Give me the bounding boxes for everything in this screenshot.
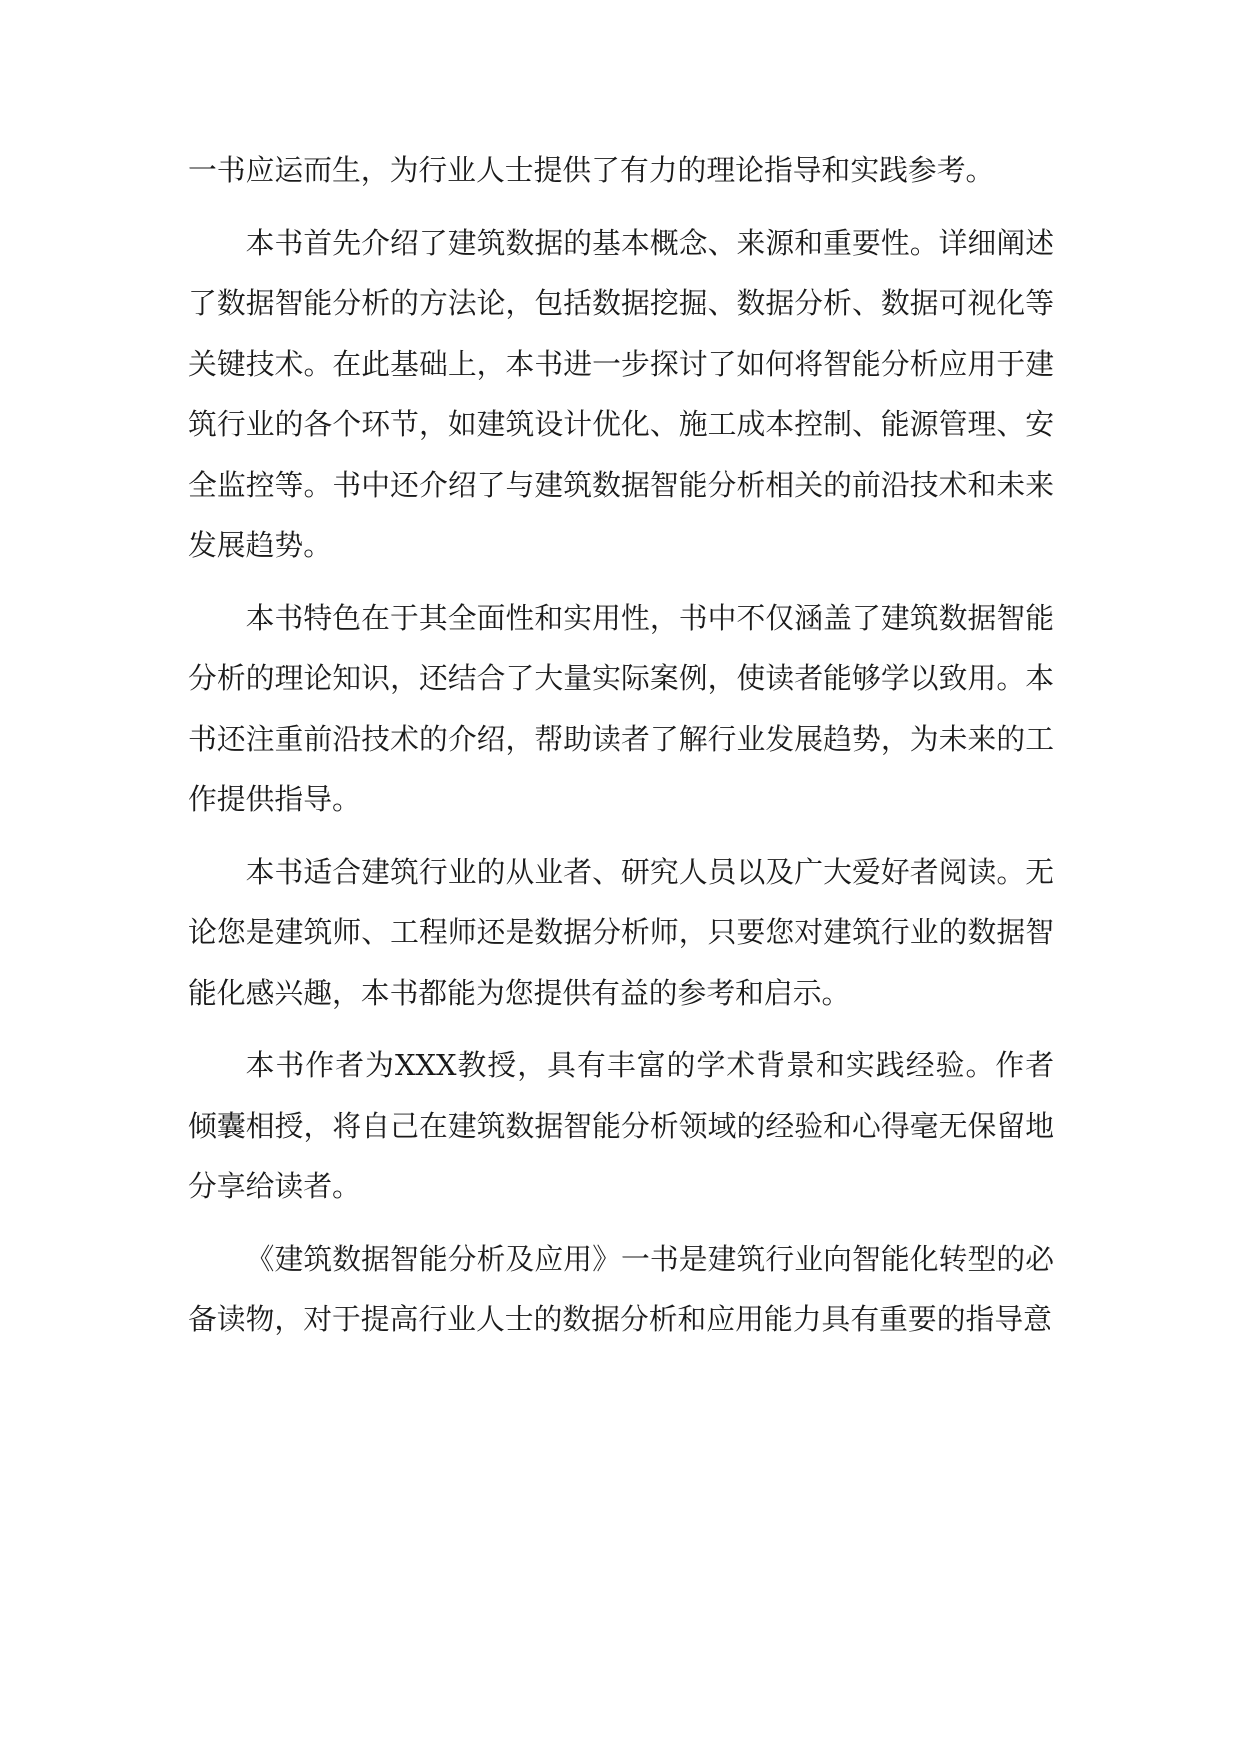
- paragraph-2: 本书首先介绍了建筑数据的基本概念、来源和重要性。详细阐述了数据智能分析的方法论，包括数据挖掘、数据分析、数据可视化等关键技术。在此基础上，本书进一步探讨了如何将智能分析应用于建筑行业的各个环节，如建筑设计优化、施工成本控制、能源管理、安全监控等。书中还介绍了与建筑数据智能分析相关的前沿技术和未来发展趋势。: [188, 225, 1054, 562]
- paragraph-6: 《建筑数据智能分析及应用》一书是建筑行业向智能化转型的必备读物，对于提高行业人士的数据分析和应用能力具有重要的指导意: [188, 1241, 1054, 1336]
- paragraph-5: 本书作者为XXX教授，具有丰富的学术背景和实践经验。作者倾囊相授，将自己在建筑数据智能分析领域的经验和心得毫无保留地分享给读者。: [188, 1048, 1054, 1203]
- paragraph-1: 一书应运而生，为行业人士提供了有力的理论指导和实践参考。: [188, 153, 995, 187]
- paragraph-4: 本书适合建筑行业的从业者、研究人员以及广大爱好者阅读。无论您是建筑师、工程师还是数据分析师，只要您对建筑行业的数据智能化感兴趣，本书都能为您提供有益的参考和启示。: [188, 854, 1054, 1010]
- paragraph-3: 本书特色在于其全面性和实用性，书中不仅涵盖了建筑数据智能分析的理论知识，还结合了大量实际案例，使读者能够学以致用。本书还注重前沿技术的介绍，帮助读者了解行业发展趋势，为未来的工作提供指导。: [188, 600, 1054, 816]
- document-body: [188, 140, 1054, 1362]
